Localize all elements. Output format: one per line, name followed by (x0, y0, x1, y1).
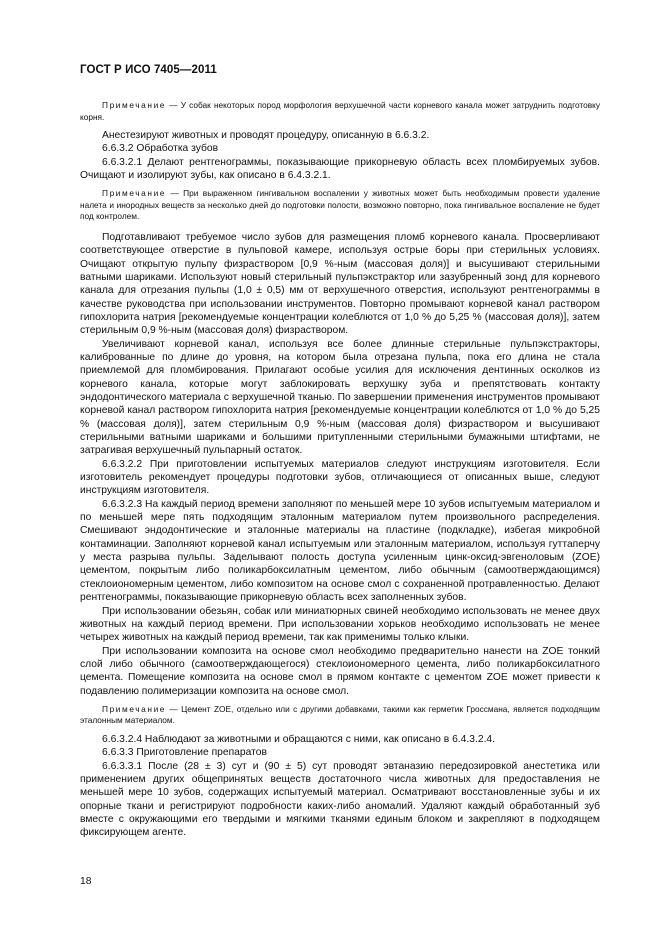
paragraph: 6.6.3.2.1 Делают рентгенограммы, показывающие прикорневую область всех пломбируемых зубов. Очищают и изолируют зубы, как описано в 6.4.3.2.1. (80, 156, 600, 182)
page-number: 18 (80, 876, 92, 887)
paragraph: 6.6.3.2.3 На каждый период времени заполняют по меньшей мере 10 зубов испытуемым материалом и по меньшей мере пять подходящим эталонным материалом путем произвольного распределения. Смешивают эндодонтические и эталонные материалы на пластине (подкладке), избегая микробной контаминации. Заполняют корневой канал испытуемым или эталонным материалом, используя гуттаперчу у места разрыва пульпы. Заделывают полость доступа усиленным цинк-оксид-эвгеноловым (ZOE) цементом, покрытым либо поликарбоксилатным цементом, либо обычным (самоотверждающимся) стеклоиономерным цементом, либо композитом на основе смол с сохраненной протравленностью. Делают рентгенограммы, показывающие прикорневую область всех заполненных зубов. (80, 498, 600, 604)
note-paragraph: Примечание — У собак некоторых пород морфология верхушечной части корневого канала может затруднить подготовку корня. (80, 100, 601, 122)
paragraph: Увеличивают корневой канал, используя все более длинные стерильные пульпэкстракторы, калиброванные по длине до уровня, на котором была отрезана пульпа, пока его длина не стала приемлемой для пломбирования. Прилагают особые усилия для исключения дентинных осколков из корневого канала, которые могут заблокировать верхушку зуба и препятствовать контакту эндодонтического материала с верхушечной тканью. По завершении применения инструментов промывают корневой канал раствором гипохлорита натрия [рекомендуемые концентрации колеблются от 1,0 % до 5,25 % (массовая доля)], затем стерильным 0,9 %-ным (массовая доля) физраствором и высушивают стерильными ватными шариками и большими притупленными стерильными бумажными штифтами, не затрагивая верхушечный пульпарный остаток. (80, 338, 600, 457)
paragraph: При использовании композита на основе смол необходимо предварительно нанести на ZOE тонкий слой либо обычного (самоотверждающегося) стеклоиономерного цемента, либо поликарбоксилатного цемента. Помещение композита на основе смол в прямом контакте с цементом ZOE может привести к подавлению полимеризации композита на основе смол. (80, 645, 600, 697)
paragraph: 6.6.3.2.2 При приготовлении испытуемых материалов следуют инструкциям изготовителя. Если изготовитель рекомендует процедуры подготовки зубов, отличающиеся от описанных выше, следуют инструкциям изготовителя. (80, 458, 600, 497)
section-heading: 6.6.3.2 Обработка зубов (102, 143, 219, 155)
paragraph: При использовании обезьян, собак или миниатюрных свиней необходимо использовать не менее двух животных на каждый период времени. При использовании хорьков необходимо использовать не менее четырех животных на каждый период времени, так как применимы только клыки. (80, 605, 600, 644)
paragraph: Анестезируют животных и проводят процедуру, описанную в 6.6.3.2. (102, 130, 430, 141)
paragraph: 6.6.3.3.1 После (28 ± 3) сут и (90 ± 5) сут проводят эвтаназию передозировкой анестетика или применением других общепринятых веществ достаточного числа животных для предоставления не меньшей мере 10 зубов, содержащих испытуемый материал. Осматривают восстановленные зубы и их опорные ткани и регистрируют подробности каких-либо аномалий. Удаляют каждый обработанный зуб вместе с окружающими его твердыми и мягкими тканями единым блоком и закрепляют в подходящем фиксирующем агенте. (80, 760, 600, 839)
note-label: Примечание (102, 188, 167, 199)
section-heading: 6.6.3.3 Приготовление препаратов (102, 747, 267, 759)
note-label: Примечание (102, 703, 167, 714)
note-paragraph: Примечание — Цемент ZOE, отдельно или с другими добавками, такими как герметик Гроссмана, является подходящим эталонным материалом. (80, 703, 600, 726)
paragraph: Подготавливают требуемое число зубов для размещения пломб корневого канала. Просверливают соответствующее отверстие в пульповой камере, используя острые боры при стерильных условиях. Очищают открытую пульпу физраствором [0,9 %-ным (массовая доля)] и высушивают стерильными ватными шариками. Используют новый стерильный пульпэкстрактор или зазубренный зонд для корневого канала для отрезания пульпы (1,0 ± 0,5) мм от верхушечного отверстия, используют рентгенограммы в качестве руководства при использовании инструментов. Повторно промывают корневой канал раствором гипохлорита натрия [рекомендуемые концентрации колеблются от 1,0 % до 5,25 % (массовая доля)], затем стерильным 0,9 %-ным (массовая доля) физраствором. (80, 231, 600, 337)
page-content (80, 100, 600, 840)
note-paragraph: Примечание — При выраженном гингивальном воспалении у животных может быть необходимым провести удаление налета и инородных веществ за несколько дней до подготовки полости, возможно повторно, пока гингивальное воспаление не будет под контролем. (80, 188, 600, 222)
note-label: Примечание (102, 100, 167, 110)
paragraph: 6.6.3.2.4 Наблюдают за животными и обращаются с ними, как описано в 6.4.3.2.4. (102, 733, 496, 745)
page-header: ГОСТ Р ИСО 7405—2011 (80, 64, 217, 76)
